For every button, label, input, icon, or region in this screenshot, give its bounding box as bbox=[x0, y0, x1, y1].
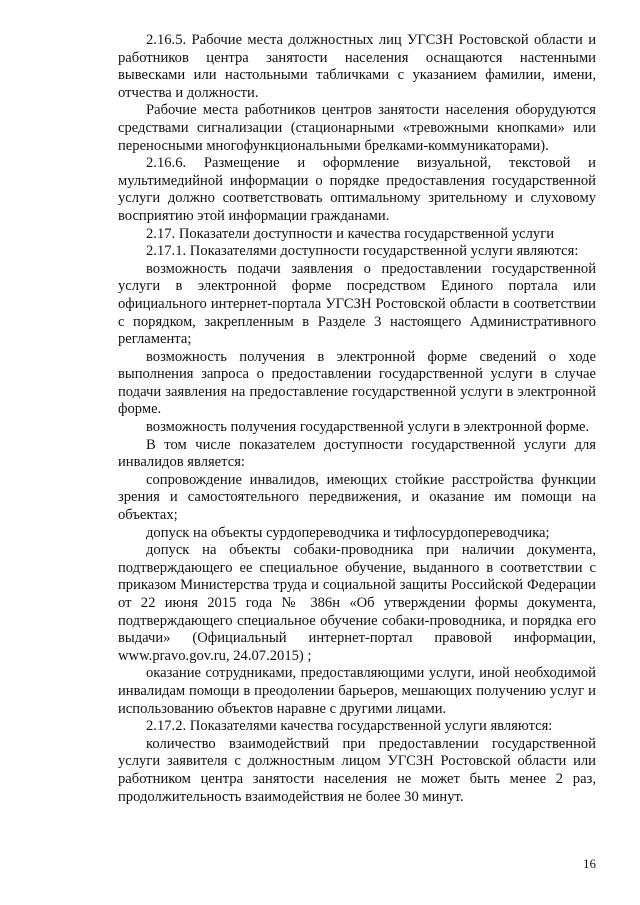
list-item-interaction-count: количество взаимодействий при предоставлении государственной услуги заявителя с должностным лицом УГСЗН Ростовской области или работником центра занятости населения не может быть менее 2 раз, продолжительность взаимодействия не более 30 минут. bbox=[118, 735, 596, 805]
paragraph-2-17-2: 2.17.2. Показателями качества государственной услуги являются: bbox=[146, 718, 553, 735]
list-item-assistance: оказание сотрудниками, предоставляющими услуги, иной необходимой инвалидам помощи в преодолении барьеров, мешающих получению услуг и использованию объектов наравне с другими лицами. bbox=[118, 665, 596, 717]
paragraph-disability-access: В том числе показателем доступности государственной услуги для инвалидов является: bbox=[118, 436, 596, 471]
paragraph-signal-equipment: Рабочие места работников центров занятости населения оборудуются средствами сигнализации (стационарными «тревожными кнопками» или переносными многофункциональными брелками-коммуникаторами). bbox=[118, 102, 596, 154]
list-item-request-status: возможность получения в электронной форме сведений о ходе выполнения запроса о предоставлении государственной услуги в случае подачи заявления на предоставление государственной услуги в электронной форме. bbox=[118, 348, 596, 418]
document-body bbox=[118, 32, 596, 806]
page-number: 16 bbox=[583, 856, 596, 871]
list-item-escort: сопровождение инвалидов, имеющих стойкие расстройства функции зрения и самостоятельного передвижения, и оказание им помощи на объектах; bbox=[118, 471, 596, 524]
section-heading-2-17: 2.17. Показатели доступности и качества государственной услуги bbox=[146, 225, 555, 242]
list-item-electronic-application: возможность подачи заявления о предоставлении государственной услуги в электронной форме посредством Единого портала или официального интернет-портала УГСЗН Ростовской области в соответствии с порядком, закрепленным в Разделе 3 настоящего Административного регламента; bbox=[118, 260, 596, 348]
paragraph-2-16-6: 2.16.6. Размещение и оформление визуальной, текстовой и мультимедийной информации о порядке предоставления государственной услуги должно соответствовать оптимальному зрительному и слуховому восприятию этой информации гражданами. bbox=[118, 155, 596, 224]
paragraph-2-16-5: 2.16.5. Рабочие места должностных лиц УГСЗН Ростовской области и работников центра занятости населения оснащаются настенными вывесками или настольными табличками с указанием фамилии, имени, отчества и должности. bbox=[118, 32, 596, 101]
list-item-guide-dog: допуск на объекты собаки-проводника при наличии документа, подтверждающего ее специальное обучение, выданного в соответствии с приказом Министерства труда и социальной защиты Российской Федерации от 22 июня 2015 года № 386н «Об утверждении формы документа, подтверждающего специальное обучение собаки-проводника, и порядка его выдачи» (Официальный интернет-портал правовой информации, www.pravo.gov.ru, 24.07.2015) ; bbox=[118, 542, 596, 664]
list-item-electronic-service: возможность получения государственной услуги в электронной форме. bbox=[146, 419, 590, 436]
list-item-interpreters: допуск на объекты сурдопереводчика и тифлосурдопереводчика; bbox=[146, 524, 550, 541]
paragraph-2-17-1: 2.17.1. Показателями доступности государственной услуги являются: bbox=[146, 243, 579, 260]
